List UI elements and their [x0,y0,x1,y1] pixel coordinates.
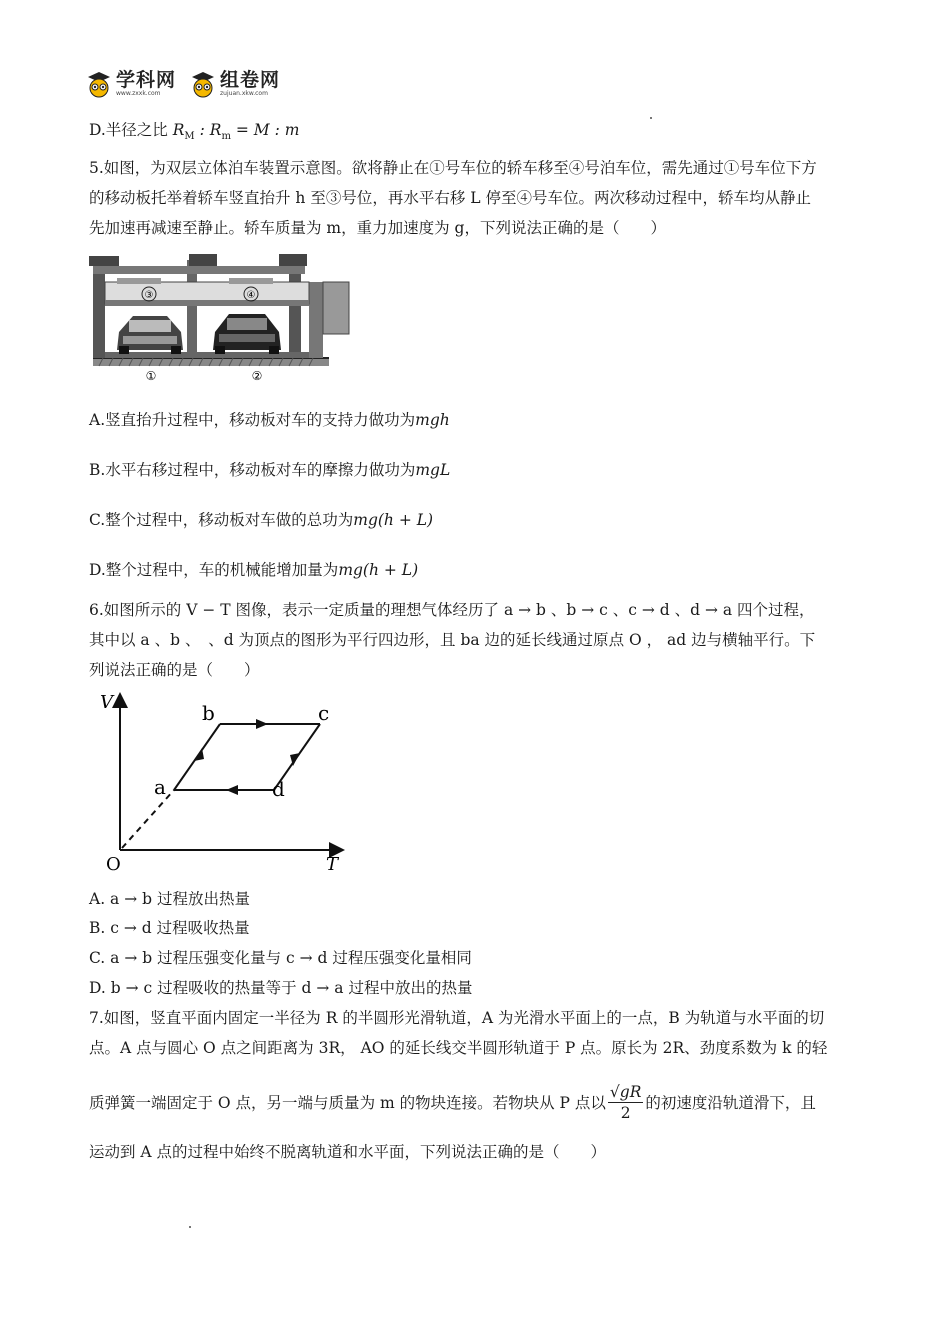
q5-option-a: A.竖直抬升过程中，移动板对车的支持力做功为mgh [89,411,450,429]
q6-stem-line2: 其中以 a 、b 、 、d 为顶点的图形为平行四边形，且 ba 边的延长线通过原点 O ， ad 边与横轴平行。下 [89,631,816,649]
point-b-label: b [202,701,215,725]
fraction-denominator: 2 [620,1104,631,1122]
speck [189,1226,191,1228]
logo-url: www.zxxk.com [116,90,161,97]
q6-option-c: C. a → b 过程压强变化量与 c → d 过程压强变化量相同 [89,949,472,967]
logo-title: 组卷网 [220,69,281,91]
formula: $R_M$ : $R_m = M$ : m [172,121,300,143]
q5-option-d: D.整个过程中，车的机械能增加量为mg(h + L) [89,561,419,579]
logo-url: zujuan.xkw.com [220,90,268,97]
q5-option-c: C.整个过程中，移动板对车做的总功为mg(h + L) [89,511,434,529]
car-1 [117,316,183,354]
point-d-label: d [272,777,285,801]
q7-stem-line3 [89,1082,816,1123]
arrow-bc [256,719,268,729]
q6-option-a: A. a → b 过程放出热量 [89,890,250,908]
header-logos [86,70,294,104]
mascot-icon [86,70,112,98]
option-text: D.半径之比 [89,121,168,139]
zujuanwang-logo [190,70,280,98]
q7-stem-line4: 运动到 A 点的过程中始终不脱离轨道和水平面，下列说法正确的是（ ） [89,1143,607,1161]
origin-label: O [106,854,121,875]
slot2-label: ② [251,369,263,383]
arrow-da [226,785,238,795]
q5-stem-line3: 先加速再减速至静止。轿车质量为 m，重力加速度为 g，下列说法正确的是（ ） [89,219,666,237]
velocity-fraction [608,1082,643,1123]
q6-stem-line3: 列说法正确的是（ ） [89,661,260,679]
xuekewang-logo [86,70,176,98]
fraction-numerator: √gR [609,1083,642,1101]
q6-option-d: D. b → c 过程吸收的热量等于 d → a 过程中放出的热量 [89,979,473,997]
car-2 [213,314,281,354]
q5-stem-line1: 5.如图，为双层立体泊车装置示意图。欲将静止在①号车位的轿车移至④号泊车位，需先通过①号车位下方 [89,159,817,177]
slot4-label: ④ [246,290,256,301]
mascot-icon [190,70,216,98]
t-axis-label: T [326,854,339,875]
q6-stem-line1: 6.如图所示的 V − T 图像，表示一定质量的理想气体经历了 a → b 、b → c 、c → d 、d → a 四个过程， [89,601,815,619]
stem-text: 的初速度沿轨道滑下，且 [645,1093,816,1112]
point-c-label: c [318,701,330,725]
logo-title: 学科网 [116,69,177,91]
q6-option-b: B. c → d 过程吸收热量 [89,919,250,937]
parking-figure [89,252,359,386]
slot1-label: ① [145,369,157,383]
vt-diagram [92,690,352,880]
point-a-label: a [154,775,166,799]
q5-stem-line2: 的移动板托举着轿车竖直抬升 h 至③号位，再水平右移 L 停至④号车位。两次移动过程中，轿车均从静止 [89,189,811,207]
speck [650,117,652,119]
q4-option-d [89,120,299,147]
extension-line [122,790,174,848]
v-axis-label: V [100,692,113,713]
stem-text: 质弹簧一端固定于 O 点，另一端与质量为 m 的物块连接。若物块从 P 点以 [89,1093,606,1112]
q7-stem-line2: 点。A 点与圆心 O 点之间距离为 3R， AO 的延长线交半圆形轨道于 P 点。原长为 2R、劲度系数为 k 的轻 [89,1039,828,1057]
q5-option-b: B.水平右移过程中，移动板对车的摩擦力做功为mgL [89,461,451,479]
slot3-label: ③ [144,290,154,301]
q7-stem-line1: 7.如图，竖直平面内固定一半径为 R 的半圆形光滑轨道，A 为光滑水平面上的一点，B 为轨道与水平面的切 [89,1009,825,1027]
